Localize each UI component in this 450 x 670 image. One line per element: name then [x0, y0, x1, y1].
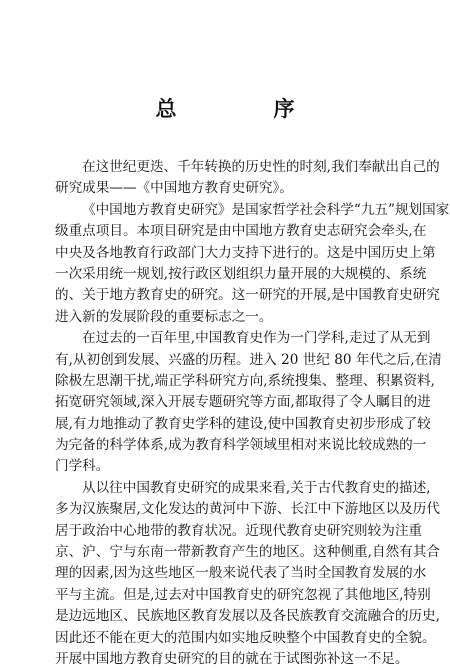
text-line: 因此还不能在更大的范围内如实地反映整个中国教育史的全貌。: [55, 629, 436, 646]
paragraph: [55, 157, 440, 200]
text-line: 在这世纪更迭、千年转换的历史性的时刻,我们奉献出自己的: [82, 159, 440, 175]
text-line: 一次采用统一规划,按行政区划组织力量开展的大规模的、系统: [55, 265, 427, 282]
page-title: 总 序: [155, 96, 333, 121]
text-line: 拓宽研究领域,深入开展专题研究等方面,都取得了令人瞩目的进: [55, 394, 431, 411]
text-line: 京、沪、宁与东南一带新教育产生的地区。这种侧重,自然有其合: [55, 544, 440, 561]
text-line: 研究成果——《中国地方教育史研究》。: [55, 180, 293, 197]
text-line: 平与主流。但是,过去对中国教育史的研究忽视了其他地区,特别: [55, 586, 431, 603]
body-text: [55, 157, 450, 670]
text-line: 是边远地区、民族地区教育发展以及各民族教育交流融合的历史,: [55, 608, 440, 625]
text-line: 为完备的科学体系,成为教育科学领域里相对来说比较成熟的一: [55, 437, 427, 454]
text-line: 除极左思潮干扰,端正学科研究方向,系统搜集、整理、积累资料,: [55, 372, 435, 389]
text-line: 门学科。: [55, 458, 110, 475]
text-line: 从以往中国教育史研究的成果来看,关于古代教育史的描述,: [82, 479, 431, 496]
text-line: 居于政治中心地带的教育状况。近现代教育史研究则较为注重: [55, 522, 423, 539]
paragraph: [55, 328, 442, 478]
text-line: 在过去的一百年里,中国教育史作为一门学科,走过了从无到: [82, 330, 431, 347]
text-line: 进入新的发展阶段的重要标志之一。: [55, 308, 273, 325]
text-line: 多为汉族聚居,文化发达的黄河中下游、长江中下游地区以及历代: [55, 501, 440, 518]
text-line: 开展中国地方教育史研究的目的就在于试图弥补这一不足。: [55, 650, 409, 667]
paragraph: [55, 478, 440, 670]
text-line: 级重点项目。本项目研究是由中国地方教育史志研究会牵头,在: [55, 223, 427, 240]
paragraph: [55, 200, 450, 328]
text-line: 展,有力地推动了教育史学科的建设,使中国教育史初步形成了较: [55, 415, 431, 432]
text-line: 有,从初创到发展、兴盛的历程。进入 20 世纪 80 年代之后,在清: [55, 351, 442, 368]
text-line: 的、关于地方教育史的研究。这一研究的开展,是中国教育史研究: [55, 287, 440, 304]
text-line: 理的因素,因为这些地区一般来说代表了当时全国教育发展的水: [55, 565, 427, 582]
text-line: 中央及各地教育行政部门大力支持下进行的。这是中国历史上第: [55, 244, 436, 261]
text-line: 《中国地方教育史研究》是国家哲学社会科学“九五”规划国家: [82, 201, 450, 218]
